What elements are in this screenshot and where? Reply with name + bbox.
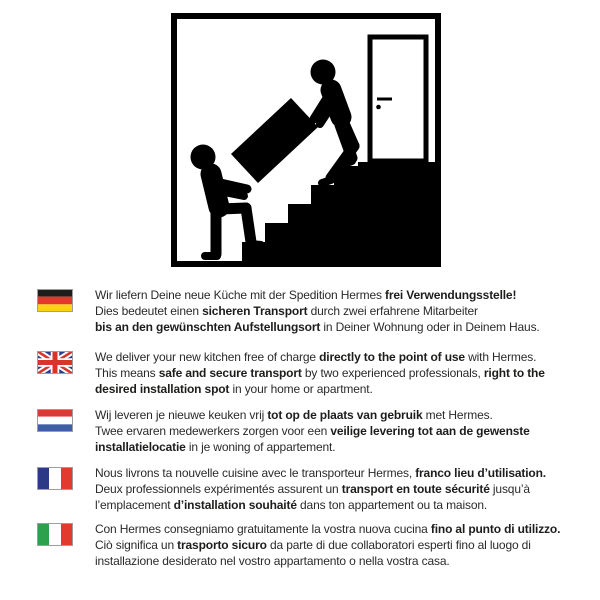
lang-text-en: [95, 349, 577, 398]
delivery-pictogram: [171, 13, 441, 267]
lang-text-de: [95, 287, 577, 336]
text-line: l’emplacement d’installation souhaité dans ton appartement ou ta maison.: [95, 498, 488, 513]
lang-text-nl: [95, 407, 577, 456]
lang-text-fr: [95, 465, 577, 514]
text-line: Dies bedeutet einen sicheren Transport durch zwei erfahrene Mitarbeiter: [95, 304, 478, 319]
text-line: We deliver your new kitchen free of charge directly to the point of use with Hermes.: [95, 350, 537, 364]
german-flag-icon: [37, 289, 73, 312]
british-flag-icon: [37, 351, 73, 374]
text-line: Wir liefern Deine neue Küche mit der Spedition Hermes frei Verwendungsstelle!: [95, 288, 517, 302]
text-line: desired installation spot in your home or apartment.: [95, 382, 373, 397]
dutch-flag-icon: [37, 409, 73, 432]
text-line: Wij leveren je nieuwe keuken vrij tot op de plaats van gebruik met Hermes.: [95, 408, 493, 422]
french-flag-icon: [37, 467, 73, 490]
text-line: Con Hermes consegniamo gratuitamente la vostra nuova cucina fino al punto di utilizzo.: [95, 522, 561, 536]
text-line: installatielocatie in je woning of appartement.: [95, 440, 336, 455]
text-line: This means safe and secure transport by two experienced professionals, right to the: [95, 366, 545, 381]
text-line: Nous livrons ta nouvelle cuisine avec le transporteur Hermes, franco lieu d’utilisation.: [95, 466, 546, 480]
italian-flag-icon: [37, 523, 73, 546]
text-line: Deux professionnels expérimentés assurent un transport en toute sécurité jusqu’à: [95, 482, 530, 497]
text-line: bis an den gewünschten Aufstellungsort in Deiner Wohnung oder in Deinem Haus.: [95, 320, 540, 335]
text-line: Ciò significa un trasporto sicuro da parte di due collaboratori esperti fino al luogo di: [95, 538, 531, 553]
text-line: installazione desiderato nel vostro appartamento o nella vostra casa.: [95, 554, 450, 569]
text-line: Twee ervaren medewerkers zorgen voor een veilige levering tot aan de gewenste: [95, 424, 530, 439]
door-shape: [370, 37, 426, 161]
lang-text-it: [95, 521, 577, 570]
